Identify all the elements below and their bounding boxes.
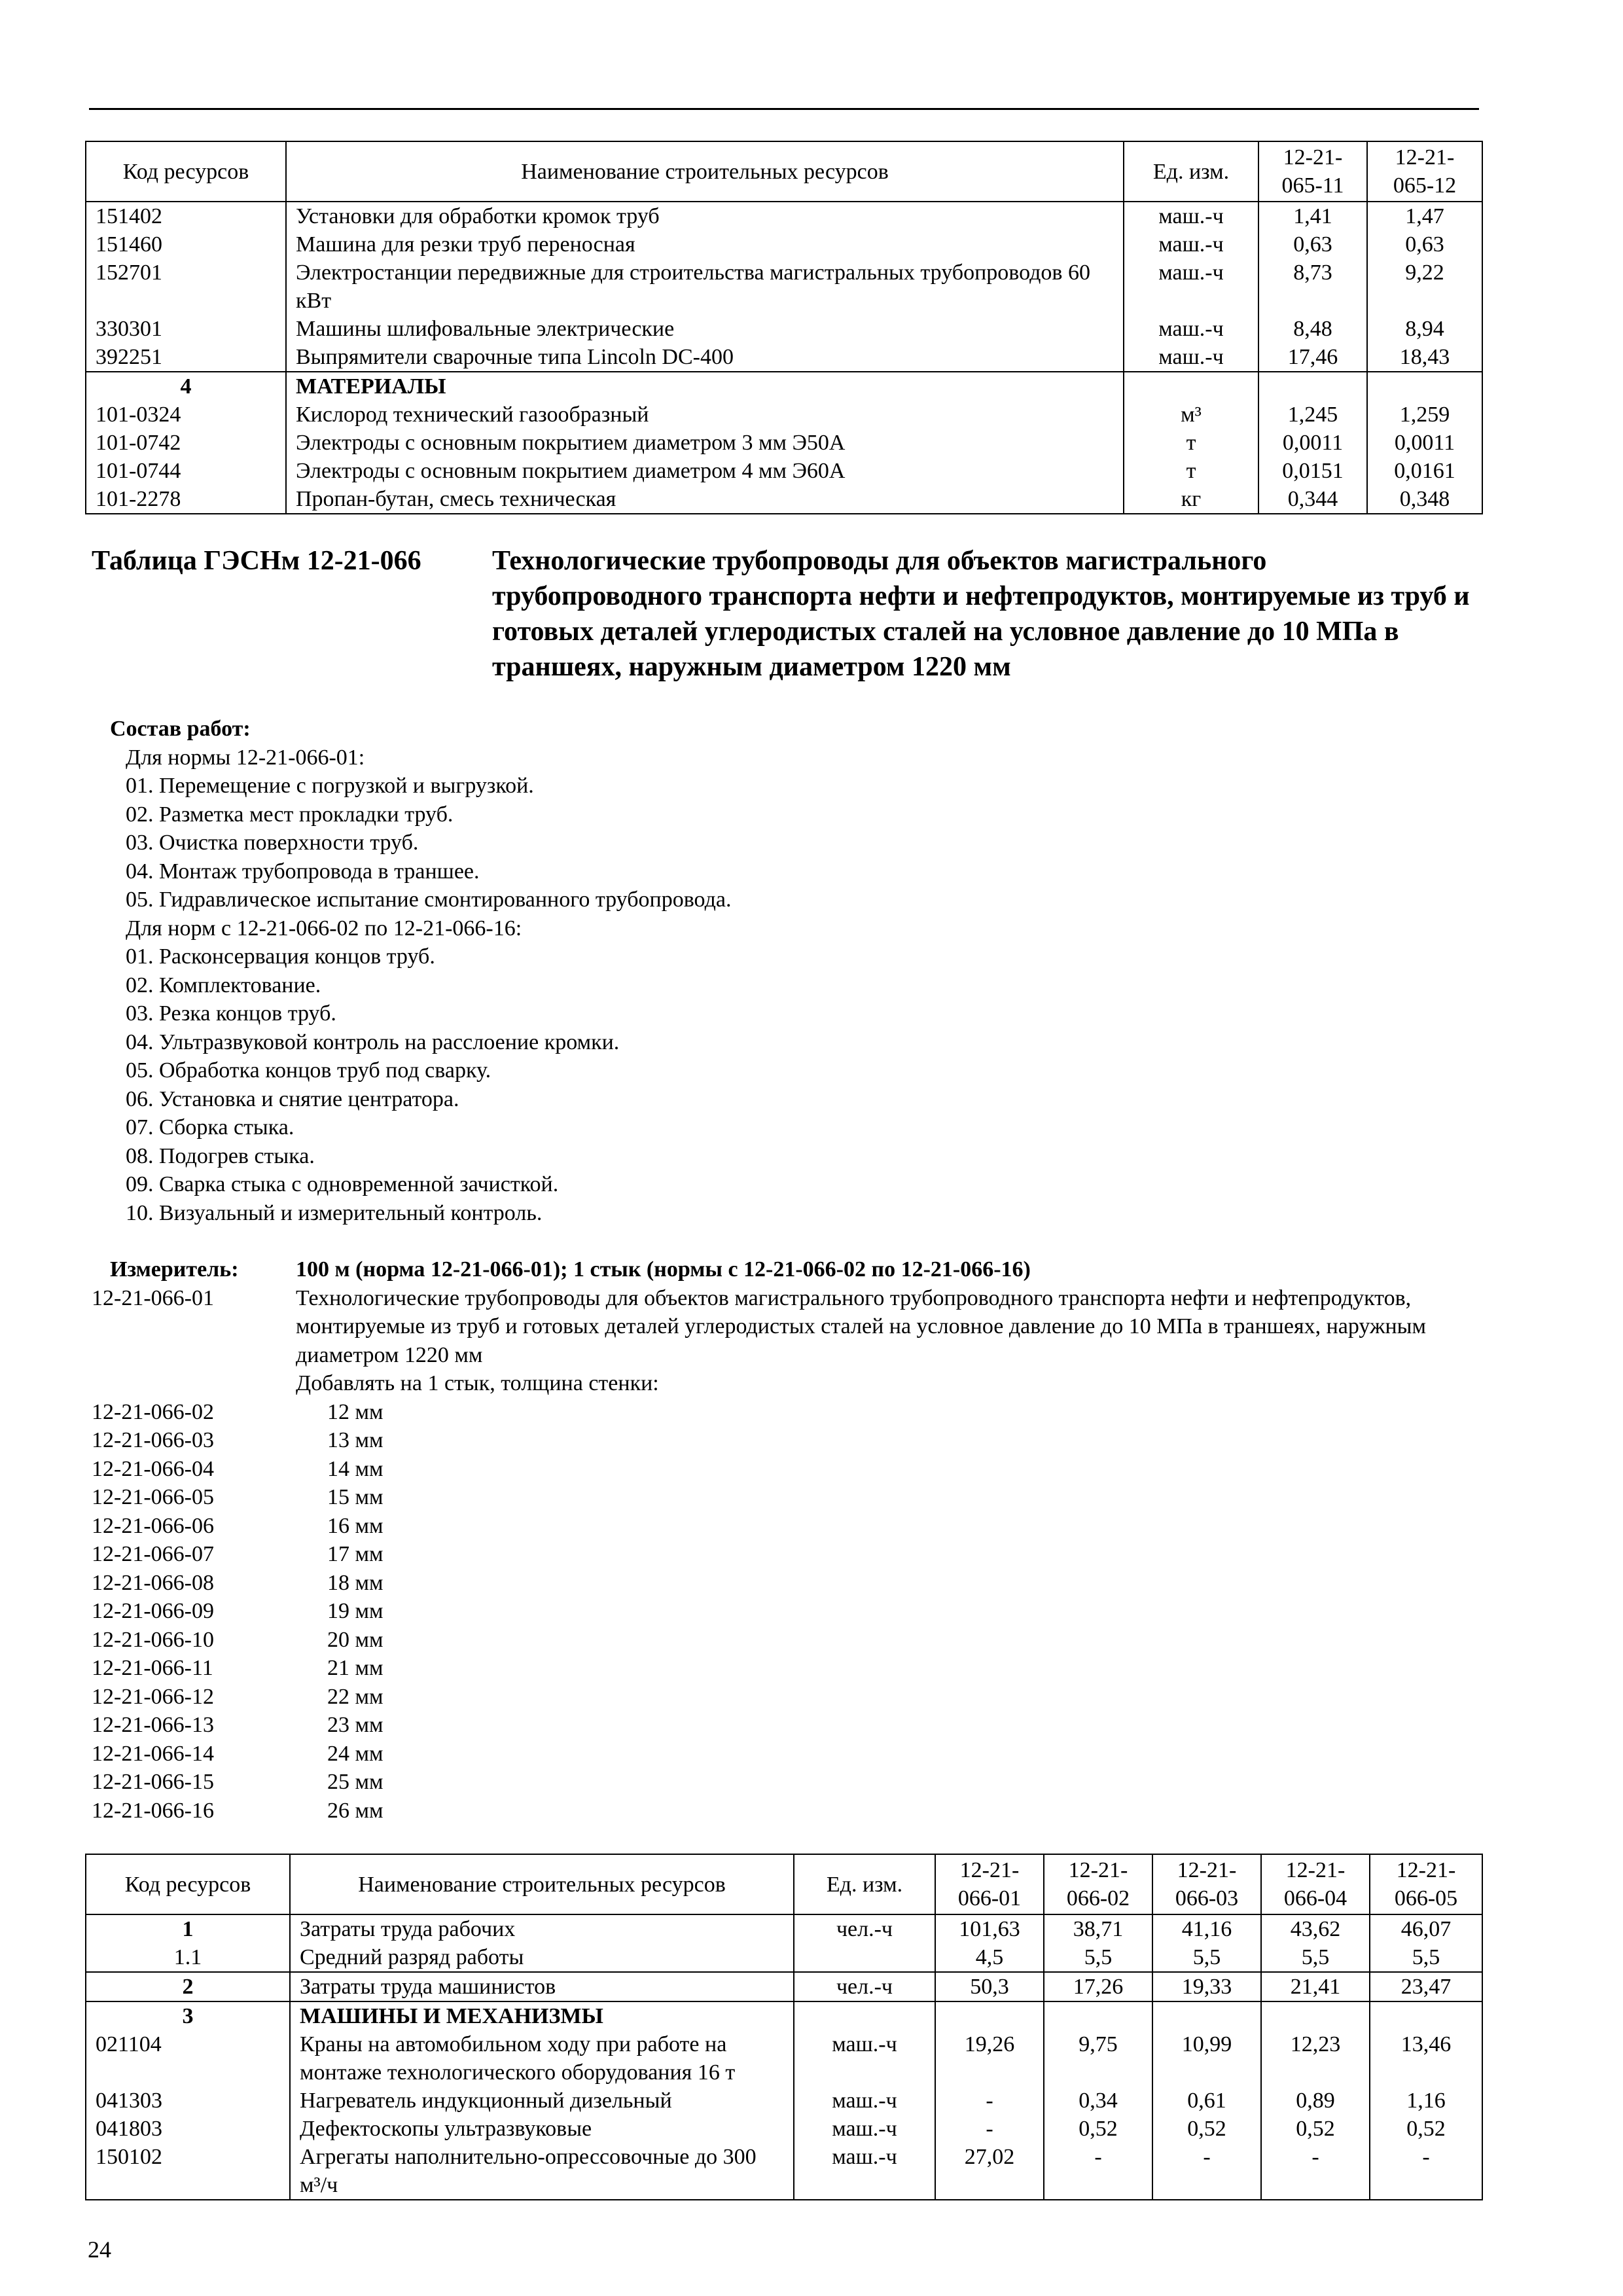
norm-value: 12,23 [1261,2030,1370,2087]
top-rule [89,108,1479,110]
norm-value: - [1370,2143,1482,2200]
norm-code: 12-21-066-02 [92,1399,214,1424]
work-step: 03. Очистка поверхности труб. [126,831,419,855]
table-row: 392251 Выпрямители сварочные типа Lincoln DC-400 маш.-ч 17,46 18,43 [86,343,1482,372]
norm-value: 10,99 [1152,2030,1261,2087]
resource-code: 1.1 [86,1943,290,1972]
norm-value [1370,2001,1482,2030]
measurement-label: Измеритель: [110,1257,239,1282]
norm-description: Технологические трубопроводы для объектов магистрального трубопроводного транспорта нефти и нефтепродуктов, монтируемые из труб и готовых деталей углеродистых сталей на условное давление до 10 МПа в траншеях, наружным диаметром 1220 мм Добавлять на 1 стык, толщина стенки: [296,1285,1427,1395]
header-norm: 12-21- 066-03 [1152,1854,1261,1914]
table-row: 151402 Установки для обработки кромок труб маш.-ч 1,41 1,47 [86,202,1482,230]
table-row [86,1943,1482,1972]
work-composition-heading: Состав работ: [110,717,251,741]
norm-code: 12-21-066-01 [92,1285,214,1310]
resource-name: Затраты труда машинистов [290,1972,794,2001]
work-step: 01. Расконсервация концов труб. [126,944,435,969]
norm-value: 9,75 [1044,2030,1152,2087]
wall-thickness: 22 мм [327,1684,383,1709]
norm-row [92,1569,1486,1598]
norm-code: 12-21-066-15 [92,1770,214,1794]
norm-value: 0,52 [1370,2115,1482,2143]
resource-name: Затраты труда рабочих [290,1914,794,1943]
norm-value [1261,2001,1370,2030]
norm-value: 41,16 [1152,1914,1261,1943]
norm-value: 13,46 [1370,2030,1482,2087]
norm-row [92,1740,1486,1768]
header-norm: 12-21- 065-12 [1367,141,1482,202]
norm-value: 23,47 [1370,1972,1482,2001]
norm-code: 12-21-066-04 [92,1456,214,1481]
resource-name: Агрегаты наполнительно-опрессовочные до 300 м³/ч [290,2143,794,2200]
section-row-materials: 4 МАТЕРИАЛЫ [86,372,1482,401]
norm-row [92,1597,1486,1626]
norm-code: 12-21-066-14 [92,1741,214,1766]
norm-value: 1,16 [1370,2087,1482,2115]
wall-thickness: 18 мм [327,1570,383,1595]
norm-value: 0,52 [1152,2115,1261,2143]
norm-row [92,1540,1486,1569]
norm-value: 5,5 [1044,1943,1152,1972]
table-title: Таблица ГЭСНм 12-21-066 [92,546,421,576]
resource-unit: маш.-ч [794,2087,935,2115]
work-step: 10. Визуальный и измерительный контроль. [126,1200,543,1225]
norm-value: 46,07 [1370,1914,1482,1943]
resource-code: 021104 [86,2030,290,2087]
work-step: 07. Сборка стыка. [126,1115,294,1139]
norm-row [92,1797,1486,1825]
resource-name: Дефектоскопы ультразвуковые [290,2115,794,2143]
resource-name: Краны на автомобильном ходу при работе на монтаже технологического оборудования 16 т [290,2030,794,2087]
resource-unit: маш.-ч [794,2030,935,2087]
norm-row [92,1426,1486,1455]
norm-value: 43,62 [1261,1914,1370,1943]
header-name: Наименование строительных ресурсов [290,1854,794,1914]
header-norm: 12-21- 066-01 [935,1854,1044,1914]
norm-row [92,1455,1486,1484]
norm-row [92,1512,1486,1541]
work-step: 09. Сварка стыка с одновременной зачисткой. [126,1172,559,1196]
page-number: 24 [88,2236,111,2263]
norm-value: 101,63 [935,1914,1044,1943]
norm-value: 0,89 [1261,2087,1370,2115]
resource-name: Средний разряд работы [290,1943,794,1972]
table-header-row [86,1854,1482,1914]
header-name: Наименование строительных ресурсов [286,141,1124,202]
table-row [86,2001,1482,2030]
table-row [86,2115,1482,2143]
norm-value: 5,5 [1152,1943,1261,1972]
norm-value: 5,5 [1261,1943,1370,1972]
resource-unit: маш.-ч [794,2143,935,2200]
table-row: 101-0324 Кислород технический газообразный м³ 1,245 1,259 [86,401,1482,429]
measurement-value: 100 м (норма 12-21-066-01); 1 стык (нормы с 12-21-066-02 по 12-21-066-16) [296,1257,1031,1282]
wall-thickness: 26 мм [327,1798,383,1823]
work-step: 02. Разметка мест прокладки труб. [126,802,454,827]
work-step: 05. Гидравлическое испытание смонтированного трубопровода. [126,888,732,912]
wall-thickness: 20 мм [327,1627,383,1652]
norm-value: 0,61 [1152,2087,1261,2115]
norm-code: 12-21-066-08 [92,1570,214,1595]
norm-row [92,1398,1486,1427]
table-row [86,2087,1482,2115]
norm-value: - [1152,2143,1261,2200]
norm-value: 4,5 [935,1943,1044,1972]
norm-code: 12-21-066-03 [92,1428,214,1452]
resources-table-065 [85,141,1483,514]
norm-value: 5,5 [1370,1943,1482,1972]
header-norm: 12-21- 066-05 [1370,1854,1482,1914]
wall-thickness: 14 мм [327,1456,383,1481]
norm-code: 12-21-066-05 [92,1485,214,1509]
norm-value: 0,52 [1261,2115,1370,2143]
work-step: 06. Установка и снятие центратора. [126,1086,459,1111]
norm-value: - [1044,2143,1152,2200]
wall-thickness: 19 мм [327,1599,383,1623]
norm-value: 0,34 [1044,2087,1152,2115]
norm-value: - [935,2087,1044,2115]
norm-value [935,2001,1044,2030]
table-row: 101-0742 Электроды с основным покрытием диаметром 3 мм Э50А т 0,0011 0,0011 [86,429,1482,457]
norm-value: 19,33 [1152,1972,1261,2001]
table-row: 330301 Машины шлифовальные электрические маш.-ч 8,48 8,94 [86,315,1482,343]
work-composition-list [110,744,731,1228]
work-step: Для норм с 12-21-066-02 по 12-21-066-16: [126,916,522,941]
norm-code: 12-21-066-11 [92,1656,213,1680]
measurement-row [92,1255,1486,1284]
table-header-row [86,141,1482,202]
header-norm: 12-21- 066-04 [1261,1854,1370,1914]
resource-unit [794,1943,935,1972]
header-unit: Ед. изм. [794,1854,935,1914]
norm-row [92,1483,1486,1512]
table-row [86,2143,1482,2200]
norm-code: 12-21-066-07 [92,1542,214,1566]
table-row [86,1914,1482,1943]
work-step: 04. Монтаж трубопровода в траншее. [126,859,480,884]
norm-code: 12-21-066-06 [92,1513,214,1538]
norm-value: 0,52 [1044,2115,1152,2143]
resource-unit [794,2001,935,2030]
table-row: 152701 Электростанции передвижные для строительства магистральных трубопроводов 60 кВт маш.-ч 8,73 9,22 [86,259,1482,315]
norm-row [92,1768,1486,1797]
wall-thickness: 24 мм [327,1741,383,1766]
norm-value [1044,2001,1152,2030]
norm-row [92,1626,1486,1655]
resource-code: 2 [86,1972,290,2001]
table-row: 151460 Машина для резки труб переносная маш.-ч 0,63 0,63 [86,230,1482,259]
resource-code: 041803 [86,2115,290,2143]
table-row: 101-0744 Электроды с основным покрытием диаметром 4 мм Э60А т 0,0151 0,0161 [86,457,1482,485]
work-composition [110,715,731,1227]
norm-code: 12-21-066-13 [92,1713,214,1737]
norm-row [92,1711,1486,1740]
work-step: 04. Ультразвуковой контроль на расслоение кромки. [126,1030,620,1054]
resource-code: 1 [86,1914,290,1943]
wall-thickness: 17 мм [327,1542,383,1566]
wall-thickness: 15 мм [327,1485,383,1509]
norm-row [92,1683,1486,1712]
header-code: Код ресурсов [86,141,286,202]
norm-row [92,1654,1486,1683]
resource-name: МАШИНЫ И МЕХАНИЗМЫ [290,2001,794,2030]
norm-value: 27,02 [935,2143,1044,2200]
wall-thickness: 21 мм [327,1656,383,1680]
norm-value: - [935,2115,1044,2143]
header-norm: 12-21- 065-11 [1258,141,1367,202]
measurement-section [92,1255,1486,1825]
table-description: Технологические трубопроводы для объектов магистрального трубопроводного транспорта нефти и нефтепродуктов, монтируемые из труб и готовых деталей углеродистых сталей на условное давление до 10 МПа в траншеях, наружным диаметром 1220 мм [492,546,1470,682]
table-row: 101-2278 Пропан-бутан, смесь техническая кг 0,344 0,348 [86,485,1482,514]
resource-unit: маш.-ч [794,2115,935,2143]
norm-row [92,1284,1486,1398]
norm-code: 12-21-066-16 [92,1798,214,1823]
wall-thickness: 13 мм [327,1428,383,1452]
table-row [86,2030,1482,2087]
norm-value [1152,2001,1261,2030]
header-norm: 12-21- 066-02 [1044,1854,1152,1914]
wall-thickness: 16 мм [327,1513,383,1538]
wall-thickness: 12 мм [327,1399,383,1424]
work-step: 08. Подогрев стыка. [126,1143,315,1168]
norm-value: 38,71 [1044,1914,1152,1943]
resource-code: 3 [86,2001,290,2030]
work-step: 03. Резка концов труб. [126,1001,336,1026]
norm-value: 50,3 [935,1972,1044,2001]
work-step: 02. Комплектование. [126,973,321,997]
resource-code: 041303 [86,2087,290,2115]
resource-unit: чел.-ч [794,1914,935,1943]
resource-unit: чел.-ч [794,1972,935,2001]
norm-list [92,1398,1486,1825]
resources-table-066 [85,1854,1483,2200]
norm-value: 21,41 [1261,1972,1370,2001]
norm-value: 19,26 [935,2030,1044,2087]
norm-value: - [1261,2143,1370,2200]
resource-name: Нагреватель индукционный дизельный [290,2087,794,2115]
norm-code: 12-21-066-10 [92,1627,214,1652]
norm-value: 17,26 [1044,1972,1152,2001]
header-code: Код ресурсов [86,1854,290,1914]
wall-thickness: 25 мм [327,1770,383,1794]
wall-thickness: 23 мм [327,1713,383,1737]
header-unit: Ед. изм. [1124,141,1258,202]
resource-code: 150102 [86,2143,290,2200]
norm-code: 12-21-066-12 [92,1684,214,1709]
table-row [86,1972,1482,2001]
work-step: 01. Перемещение с погрузкой и выгрузкой. [126,774,534,798]
work-step: Для нормы 12-21-066-01: [126,745,365,770]
work-step: 05. Обработка концов труб под сварку. [126,1058,491,1083]
norm-code: 12-21-066-09 [92,1599,214,1623]
